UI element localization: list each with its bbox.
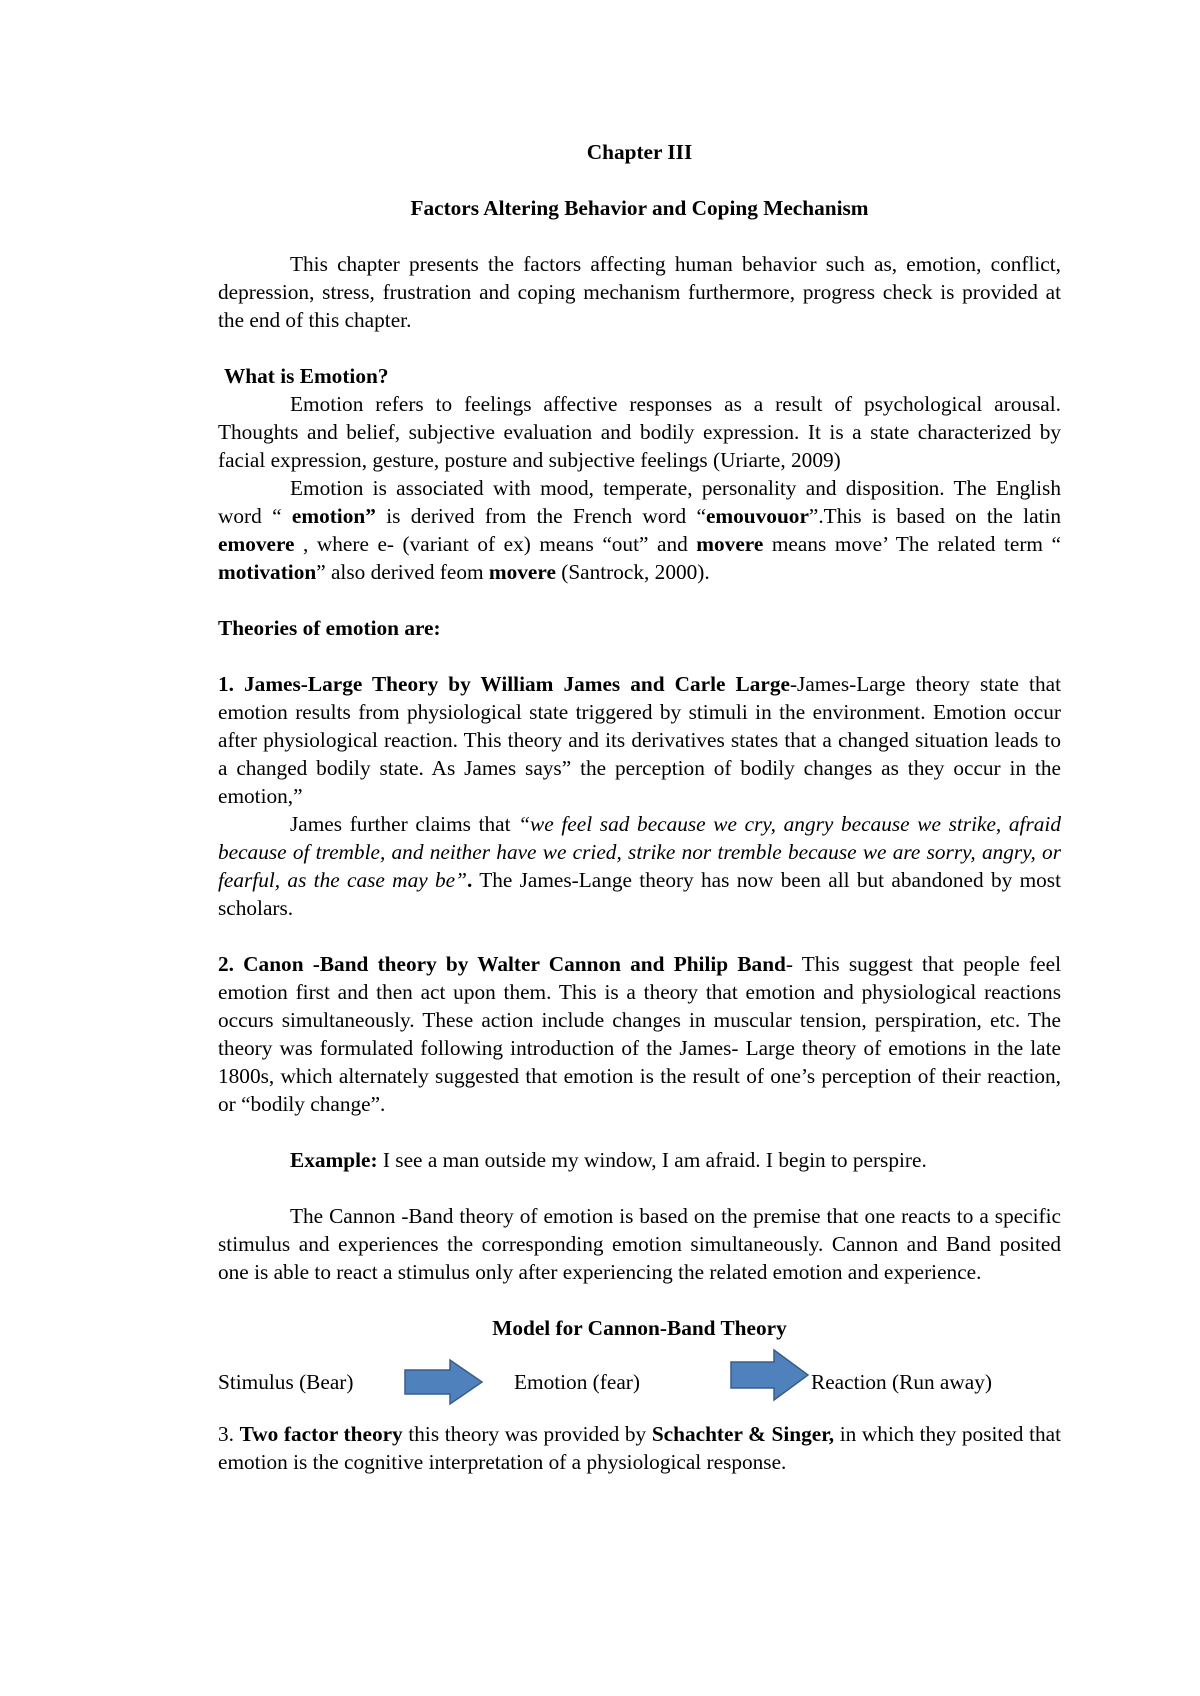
theory-2-paragraph: 2. Canon -Band theory by Walter Cannon and Philip Band- This suggest that people feel emotion first and then act upon them. This is a theory that emotion and physiological reactions occurs simultaneously. These action include changes in muscular tension, perspiration, etc. The theory was formulated following introduction of the James- Large theory of emotions in the late 1800s, which alternately suggested that emotion is the result of one’s perception of their reaction, or “bodily change”. xyxy=(218,952,1061,1116)
example-paragraph: Example: I see a man outside my window, I am afraid. I begin to perspire. xyxy=(290,1148,927,1172)
right-arrow-icon xyxy=(404,1358,484,1406)
chapter-title: Chapter III xyxy=(586,140,693,164)
theory-2-followup: The Cannon -Band theory of emotion is based on the premise that one reacts to a specific stimulus and experiences the corresponding emotion simultaneously. Cannon and Band posited one is able to react a stimulus only after experiencing the related emotion and experience. xyxy=(218,1204,1061,1284)
model-stimulus: Stimulus (Bear) xyxy=(218,1370,354,1394)
theory-3-authors: Schachter & Singer, xyxy=(651,1422,835,1446)
theory-3-paragraph: 3. Two factor theory this theory was provided by Schachter & Singer, in which they posited that emotion is the cognitive interpretation of a physiological response. xyxy=(218,1422,1061,1474)
model-title: Model for Cannon-Band Theory xyxy=(492,1316,787,1340)
model-diagram xyxy=(218,1358,1061,1398)
emotion-paragraph-2: Emotion is associated with mood, temperate, personality and disposition. The English word “ emotion” is derived from the French word “emouvouor”.This is based on the latin emovere , where e- (variant of ex) means “out” and movere means move’ The related term “ motivation” also derived feom movere (Santrock, 2000). xyxy=(218,476,1062,584)
emotion-heading: What is Emotion? xyxy=(224,364,389,388)
section-title: Factors Altering Behavior and Coping Mechanism xyxy=(410,196,869,220)
right-arrow-icon xyxy=(730,1348,810,1402)
theory-1-paragraph: 1. James-Large Theory by William James and Carle Large-James-Large theory state that emotion results from physiological state triggered by stimuli in the environment. Emotion occur after physiological reaction. This theory and its derivatives states that a changed situation leads to a changed bodily state. As James says” the perception of bodily changes as they occur in the emotion,” xyxy=(218,672,1061,808)
theory-3-title: Two factor theory xyxy=(239,1422,403,1446)
intro-paragraph: This chapter presents the factors affecting human behavior such as, emotion, conflict, depression, stress, frustration and coping mechanism furthermore, progress check is provided at the end of this chapter. xyxy=(218,252,1061,332)
model-emotion: Emotion (fear) xyxy=(514,1370,640,1394)
example-label: Example: xyxy=(290,1148,378,1172)
theory-1-title: 1. James-Large Theory by William James and Carle Large xyxy=(218,672,790,696)
theories-heading: Theories of emotion are: xyxy=(218,616,441,640)
theory-1-quote-paragraph: James further claims that “we feel sad because we cry, angry because we strike, afraid because of tremble, and neither have we cried, strike nor tremble because we are sorry, angry, or fearful, as the case may be”. The James-Lange theory has now been all but abandoned by most scholars. xyxy=(218,812,1061,920)
model-reaction: Reaction (Run away) xyxy=(811,1370,992,1394)
emotion-paragraph-1: Emotion refers to feelings affective responses as a result of psychological arousal. Thoughts and belief, subjective evaluation and bodily expression. It is a state characterized by facial expression, gesture, posture and subjective feelings (Uriarte, 2009) xyxy=(218,392,1061,472)
theory-1-quote: “we feel sad because we cry, angry because we strike, afraid because of tremble, and neither have we cried, strike nor tremble because we are sorry, angry, or fearful, as the case may be” xyxy=(218,812,1061,892)
theory-2-title: 2. Canon -Band theory by Walter Cannon and Philip Band xyxy=(218,952,786,976)
document-page xyxy=(218,138,1061,1476)
